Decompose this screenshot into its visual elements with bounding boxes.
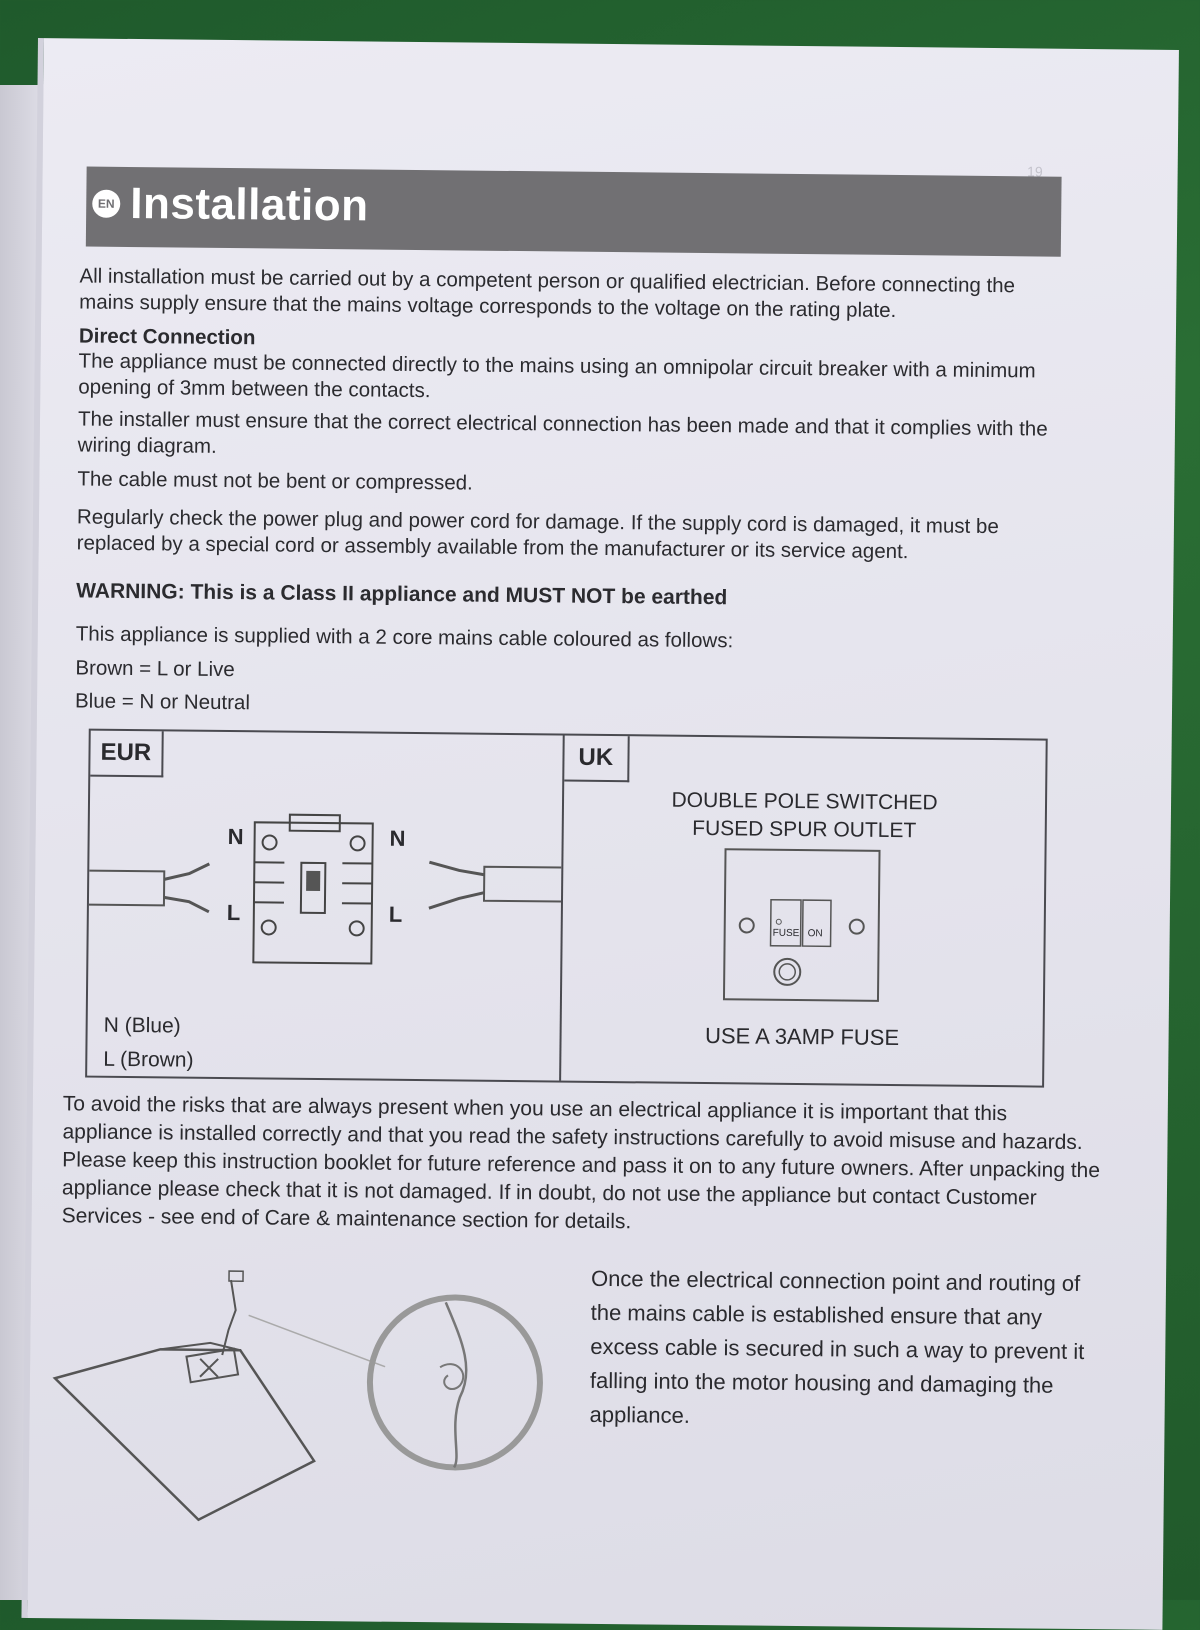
language-badge: EN xyxy=(92,190,120,218)
uk-heading-line1: DOUBLE POLE SWITCHED xyxy=(564,786,1045,819)
intro-paragraph: All installation must be carried out by a competent person or qualified electrician. Before connecting the mains supply ensure that the mains voltage corresponds to the voltage on the rating plate. xyxy=(79,263,1064,325)
eur-legend xyxy=(103,1009,194,1078)
wiring-diagram xyxy=(85,729,1048,1088)
fuse-label: FUSE xyxy=(773,928,800,939)
eur-circuit-breaker-illustration xyxy=(88,801,562,1006)
on-label: ON xyxy=(808,928,823,939)
cable-brown: Brown = L or Live xyxy=(75,655,1060,691)
eur-panel xyxy=(87,731,565,1081)
direct-connection-p4: Regularly check the power plug and power cord for damage. If the supply cord is damaged, it must be replaced by a special cord or assembly available from the manufacturer or its service agent. xyxy=(77,504,1062,566)
page-title: Installation xyxy=(130,179,369,231)
direct-connection-heading: Direct Connection xyxy=(79,323,1064,359)
eur-l-left: L xyxy=(227,900,241,926)
cable-securing-note: Once the electrical connection point and routing of the mains cable is established ensure that any excess cable is secured in such a way to prevent it falling into the motor housing and damaging the appliance. xyxy=(589,1262,1111,1437)
cable-blue: Blue = N or Neutral xyxy=(75,688,1060,724)
uk-panel xyxy=(561,736,1046,1086)
eur-n-right: N xyxy=(389,826,405,852)
direct-connection-p3: The cable must not be bent or compressed. xyxy=(77,466,1062,502)
safety-paragraph: To avoid the risks that are always present when you use an electrical appliance it is important that this appliance is installed correctly and that you read the safety instructions carefully to avoid misuse and hazards. Please keep this instruction booklet for future reference and pass it on to any future owners. After unpacking the appliance please check that it is not damaged. If in doubt, do not use the appliance but contact Customer Services - see end of Care & maintenance section for details. xyxy=(62,1090,1103,1241)
fused-spur-outlet-illustration xyxy=(722,847,884,1009)
fuse-instruction: USE A 3AMP FUSE xyxy=(561,1022,1042,1053)
direct-connection-p1: The appliance must be connected directly to the mains using an omnipolar circuit breaker with a minimum opening of 3mm between the contacts. xyxy=(78,348,1063,410)
legend-n: N (Blue) xyxy=(103,1009,194,1044)
cooker-hood-cable-illustration xyxy=(48,1253,571,1528)
page-number: 19 xyxy=(1027,163,1043,179)
uk-tag: UK xyxy=(564,736,629,783)
cable-intro: This appliance is supplied with a 2 core mains cable coloured as follows: xyxy=(76,621,1061,657)
eur-tag: EUR xyxy=(90,731,163,778)
uk-outlet-heading xyxy=(564,786,1046,847)
direct-connection-p2: The installer must ensure that the correct electrical connection has been made and that it complies with the wiring diagram. xyxy=(78,406,1063,468)
manual-page xyxy=(21,38,1178,1630)
uk-heading-line2: FUSED SPUR OUTLET xyxy=(564,814,1045,847)
legend-l: L (Brown) xyxy=(103,1043,194,1078)
eur-n-left: N xyxy=(228,824,244,850)
eur-l-right: L xyxy=(389,902,403,928)
section-title xyxy=(92,179,369,232)
class-ii-warning: WARNING: This is a Class II appliance and MUST NOT be earthed xyxy=(76,578,1061,614)
